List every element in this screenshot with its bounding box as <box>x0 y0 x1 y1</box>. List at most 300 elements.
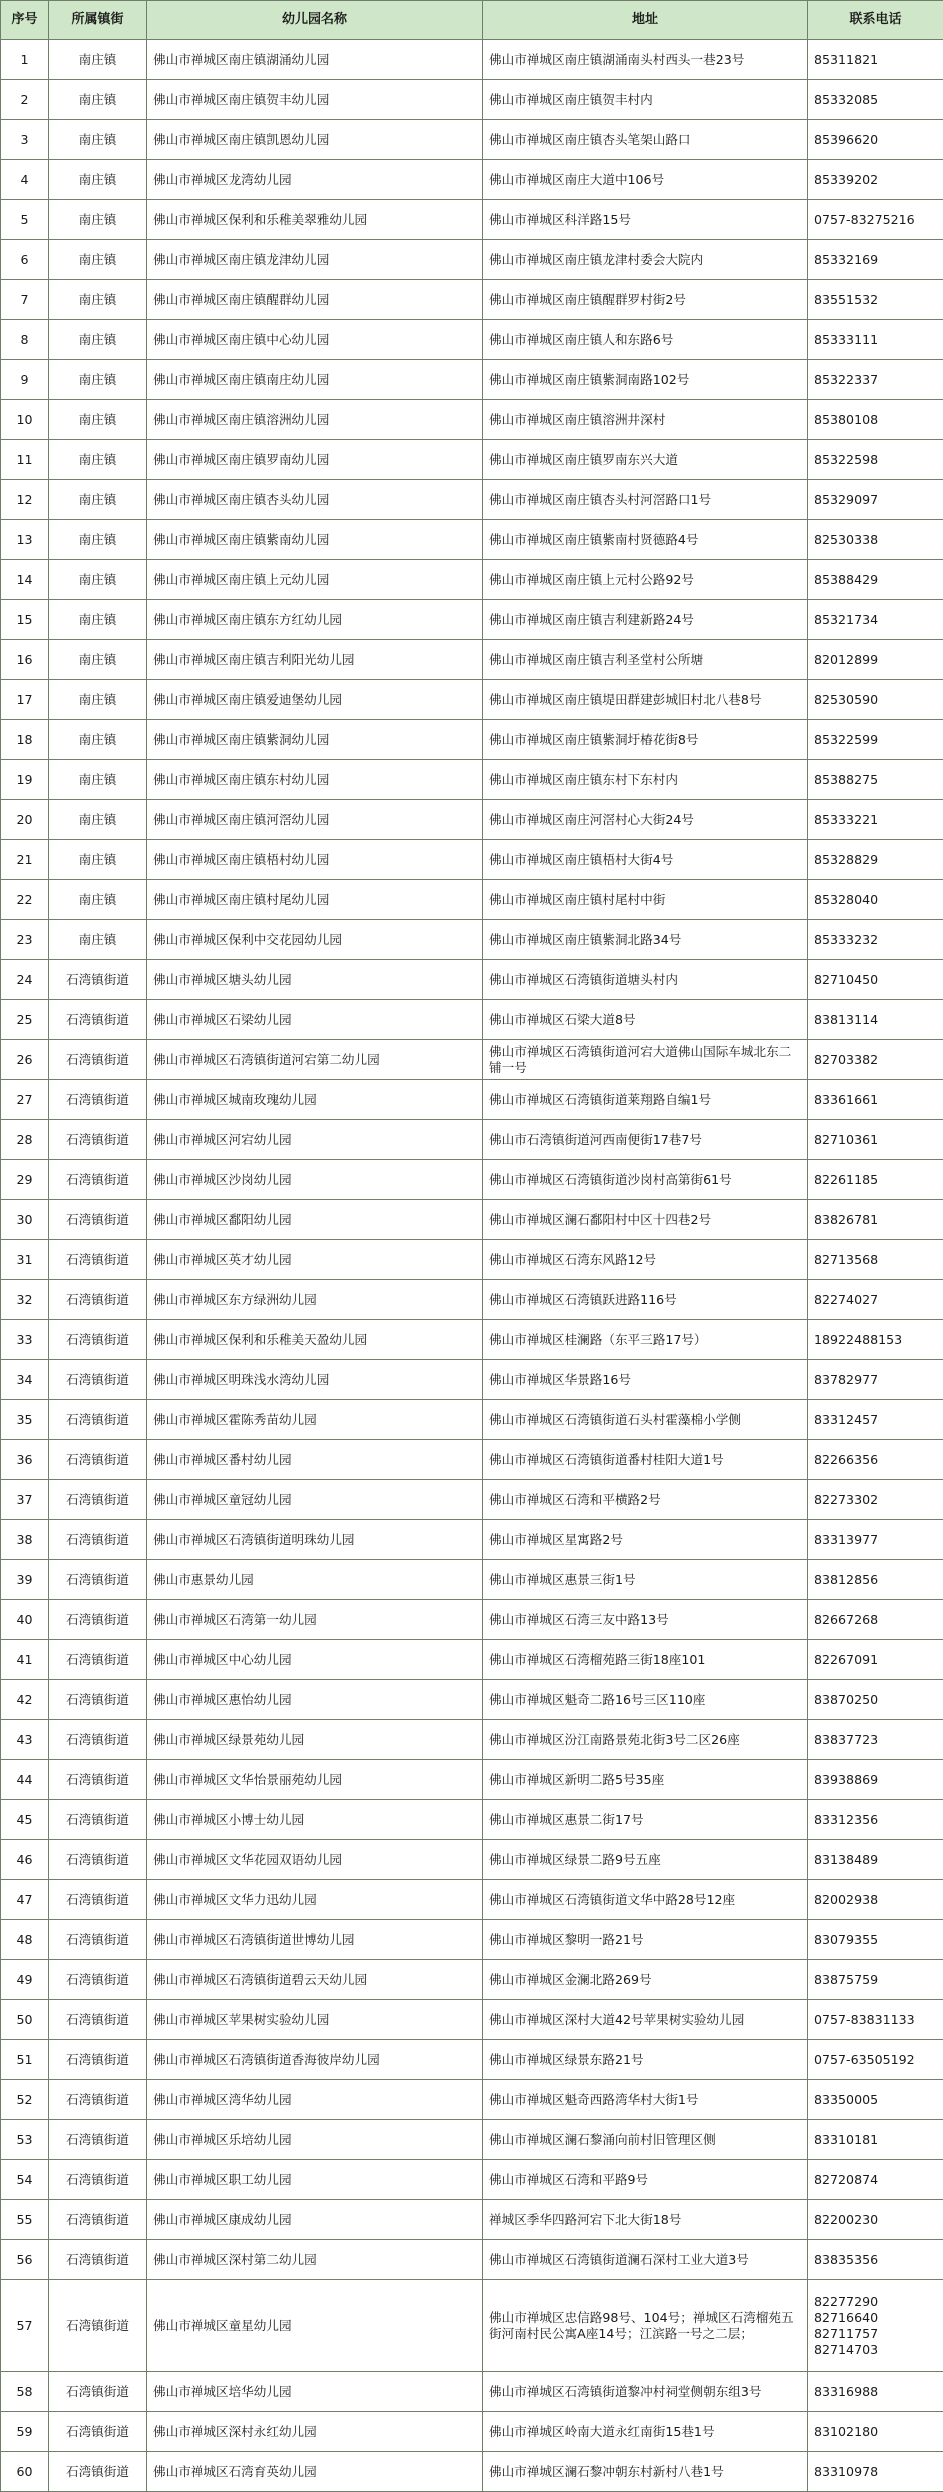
cell-town: 石湾镇街道 <box>49 1280 147 1320</box>
cell-town: 南庄镇 <box>49 440 147 480</box>
cell-town: 南庄镇 <box>49 280 147 320</box>
table-row <box>1 2372 943 2412</box>
table-row <box>1 240 943 280</box>
table-header <box>1 1 943 40</box>
cell-phone: 85329097 <box>808 480 943 520</box>
cell-address: 佛山市禅城区石湾三友中路13号 <box>483 1600 808 1640</box>
cell-phone: 85332169 <box>808 240 943 280</box>
cell-phone: 83350005 <box>808 2080 943 2120</box>
cell-no: 52 <box>1 2080 49 2120</box>
cell-address: 佛山市禅城区石湾镇街道黎冲村祠堂侧朝东组3号 <box>483 2372 808 2412</box>
cell-no: 29 <box>1 1160 49 1200</box>
cell-name: 佛山市禅城区文华力迅幼儿园 <box>147 1880 483 1920</box>
cell-name: 佛山市禅城区南庄镇河滘幼儿园 <box>147 800 483 840</box>
cell-phone: 83812856 <box>808 1560 943 1600</box>
cell-no: 28 <box>1 1120 49 1160</box>
cell-address: 佛山市禅城区魁奇二路16号三区110座 <box>483 1680 808 1720</box>
cell-address: 佛山市禅城区石湾镇街道石头村霍藻棉小学侧 <box>483 1400 808 1440</box>
table-row <box>1 400 943 440</box>
cell-address: 佛山市禅城区金澜北路269号 <box>483 1960 808 2000</box>
cell-no: 1 <box>1 40 49 80</box>
cell-town: 南庄镇 <box>49 680 147 720</box>
cell-phone: 85388429 <box>808 560 943 600</box>
cell-name: 佛山市禅城区石湾育英幼儿园 <box>147 2452 483 2492</box>
cell-name: 佛山市禅城区鄱阳幼儿园 <box>147 1200 483 1240</box>
cell-address: 佛山市禅城区南庄镇杏头笔架山路口 <box>483 120 808 160</box>
cell-name: 佛山市禅城区石湾镇街道世博幼儿园 <box>147 1920 483 1960</box>
cell-no: 27 <box>1 1080 49 1120</box>
cell-phone: 82713568 <box>808 1240 943 1280</box>
cell-no: 42 <box>1 1680 49 1720</box>
cell-name: 佛山市禅城区南庄镇爱迪堡幼儿园 <box>147 680 483 720</box>
cell-no: 16 <box>1 640 49 680</box>
cell-town: 石湾镇街道 <box>49 1080 147 1120</box>
cell-town: 石湾镇街道 <box>49 2000 147 2040</box>
cell-phone: 85380108 <box>808 400 943 440</box>
cell-name: 佛山市禅城区南庄镇梧村幼儿园 <box>147 840 483 880</box>
cell-no: 15 <box>1 600 49 640</box>
cell-address: 佛山市禅城区南庄镇罗南东兴大道 <box>483 440 808 480</box>
cell-town: 石湾镇街道 <box>49 2080 147 2120</box>
cell-town: 南庄镇 <box>49 760 147 800</box>
cell-phone: 83316988 <box>808 2372 943 2412</box>
cell-phone: 83079355 <box>808 1920 943 1960</box>
cell-address: 佛山市禅城区桂澜路（东平三路17号） <box>483 1320 808 1360</box>
cell-town: 石湾镇街道 <box>49 2412 147 2452</box>
cell-address: 佛山市禅城区魁奇西路湾华村大街1号 <box>483 2080 808 2120</box>
cell-name: 佛山市禅城区保利中交花园幼儿园 <box>147 920 483 960</box>
cell-phone: 82710450 <box>808 960 943 1000</box>
cell-phone: 82273302 <box>808 1480 943 1520</box>
cell-name: 佛山市禅城区番村幼儿园 <box>147 1440 483 1480</box>
cell-town: 南庄镇 <box>49 520 147 560</box>
cell-address: 佛山市禅城区石湾榴苑路三街18座101 <box>483 1640 808 1680</box>
cell-no: 12 <box>1 480 49 520</box>
cell-name: 佛山市禅城区石湾镇街道河宕第二幼儿园 <box>147 1040 483 1080</box>
cell-town: 南庄镇 <box>49 560 147 600</box>
cell-name: 佛山市禅城区南庄镇凯恩幼儿园 <box>147 120 483 160</box>
cell-phone: 83310978 <box>808 2452 943 2492</box>
cell-town: 石湾镇街道 <box>49 1120 147 1160</box>
table-row <box>1 1480 943 1520</box>
cell-name: 佛山市禅城区南庄镇紫南幼儿园 <box>147 520 483 560</box>
table-row <box>1 1240 943 1280</box>
table-row <box>1 1080 943 1120</box>
cell-address: 佛山市禅城区南庄镇吉利圣堂村公所塘 <box>483 640 808 680</box>
cell-no: 3 <box>1 120 49 160</box>
table-row <box>1 200 943 240</box>
cell-name: 佛山市禅城区培华幼儿园 <box>147 2372 483 2412</box>
cell-address: 佛山市禅城区石湾镇街道澜石深村工业大道3号 <box>483 2240 808 2280</box>
cell-address: 佛山市禅城区星寓路2号 <box>483 1520 808 1560</box>
table-row <box>1 2120 943 2160</box>
cell-phone: 83875759 <box>808 1960 943 2000</box>
cell-town: 南庄镇 <box>49 80 147 120</box>
cell-address: 佛山市禅城区澜石黎冲朝东村新村八巷1号 <box>483 2452 808 2492</box>
cell-phone: 82002938 <box>808 1880 943 1920</box>
cell-name: 佛山市禅城区苹果树实验幼儿园 <box>147 2000 483 2040</box>
cell-town: 南庄镇 <box>49 640 147 680</box>
cell-address: 佛山市禅城区南庄镇堤田群建彭城旧村北八巷8号 <box>483 680 808 720</box>
cell-name: 佛山市禅城区深村第二幼儿园 <box>147 2240 483 2280</box>
cell-name: 佛山市禅城区康成幼儿园 <box>147 2200 483 2240</box>
cell-phone: 83551532 <box>808 280 943 320</box>
cell-phone: 82266356 <box>808 1440 943 1480</box>
cell-town: 石湾镇街道 <box>49 1200 147 1240</box>
cell-name: 佛山市禅城区童星幼儿园 <box>147 2280 483 2372</box>
cell-town: 石湾镇街道 <box>49 2372 147 2412</box>
cell-town: 石湾镇街道 <box>49 2120 147 2160</box>
cell-no: 45 <box>1 1800 49 1840</box>
cell-name: 佛山市禅城区明珠浅水湾幼儿园 <box>147 1360 483 1400</box>
cell-town: 石湾镇街道 <box>49 1440 147 1480</box>
table-row <box>1 520 943 560</box>
table-row <box>1 600 943 640</box>
cell-town: 石湾镇街道 <box>49 1680 147 1720</box>
cell-address: 佛山市禅城区南庄镇吉利建新路24号 <box>483 600 808 640</box>
cell-name: 佛山市禅城区石梁幼儿园 <box>147 1000 483 1040</box>
cell-phone: 83138489 <box>808 1840 943 1880</box>
cell-name: 佛山市禅城区河宕幼儿园 <box>147 1120 483 1160</box>
cell-name: 佛山市禅城区南庄镇吉利阳光幼儿园 <box>147 640 483 680</box>
cell-no: 23 <box>1 920 49 960</box>
cell-name: 佛山市禅城区塘头幼儿园 <box>147 960 483 1000</box>
header-name: 幼儿园名称 <box>147 1 483 40</box>
cell-name: 佛山市惠景幼儿园 <box>147 1560 483 1600</box>
table-row <box>1 1200 943 1240</box>
cell-phone: 82261185 <box>808 1160 943 1200</box>
cell-phone: 85388275 <box>808 760 943 800</box>
table-row <box>1 1840 943 1880</box>
table-row <box>1 120 943 160</box>
cell-address: 佛山市禅城区惠景二街17号 <box>483 1800 808 1840</box>
cell-address: 佛山市禅城区绿景东路21号 <box>483 2040 808 2080</box>
table-row <box>1 1760 943 1800</box>
cell-no: 11 <box>1 440 49 480</box>
cell-town: 石湾镇街道 <box>49 2160 147 2200</box>
table-row <box>1 1920 943 1960</box>
cell-no: 48 <box>1 1920 49 1960</box>
cell-town: 南庄镇 <box>49 240 147 280</box>
cell-town: 南庄镇 <box>49 880 147 920</box>
cell-address: 佛山市禅城区石湾东风路12号 <box>483 1240 808 1280</box>
cell-address: 佛山市禅城区绿景二路9号五座 <box>483 1840 808 1880</box>
cell-name: 佛山市禅城区小博士幼儿园 <box>147 1800 483 1840</box>
cell-town: 南庄镇 <box>49 720 147 760</box>
cell-no: 10 <box>1 400 49 440</box>
cell-phone: 85328829 <box>808 840 943 880</box>
cell-phone: 83312457 <box>808 1400 943 1440</box>
cell-address: 佛山市禅城区南庄镇龙津村委会大院内 <box>483 240 808 280</box>
cell-town: 南庄镇 <box>49 400 147 440</box>
cell-name: 佛山市禅城区绿景苑幼儿园 <box>147 1720 483 1760</box>
cell-town: 石湾镇街道 <box>49 1520 147 1560</box>
table-row <box>1 1400 943 1440</box>
cell-phone: 85328040 <box>808 880 943 920</box>
cell-name: 佛山市禅城区南庄镇南庄幼儿园 <box>147 360 483 400</box>
cell-name: 佛山市禅城区保利和乐稚美天盈幼儿园 <box>147 1320 483 1360</box>
cell-phone: 0757-83275216 <box>808 200 943 240</box>
cell-town: 石湾镇街道 <box>49 1560 147 1600</box>
cell-phone: 83782977 <box>808 1360 943 1400</box>
cell-no: 54 <box>1 2160 49 2200</box>
cell-no: 49 <box>1 1960 49 2000</box>
cell-town: 南庄镇 <box>49 840 147 880</box>
cell-name: 佛山市禅城区保利和乐稚美翠雅幼儿园 <box>147 200 483 240</box>
cell-no: 44 <box>1 1760 49 1800</box>
cell-address: 佛山市禅城区南庄镇东村下东村内 <box>483 760 808 800</box>
table-row <box>1 2452 943 2492</box>
cell-no: 37 <box>1 1480 49 1520</box>
cell-phone: 85322598 <box>808 440 943 480</box>
cell-no: 26 <box>1 1040 49 1080</box>
cell-town: 石湾镇街道 <box>49 1480 147 1520</box>
table-row <box>1 1680 943 1720</box>
cell-no: 21 <box>1 840 49 880</box>
cell-name: 佛山市禅城区龙湾幼儿园 <box>147 160 483 200</box>
table-row <box>1 960 943 1000</box>
cell-phone: 82530590 <box>808 680 943 720</box>
cell-phone: 83102180 <box>808 2412 943 2452</box>
cell-town: 南庄镇 <box>49 920 147 960</box>
cell-town: 石湾镇街道 <box>49 1360 147 1400</box>
table-row <box>1 640 943 680</box>
cell-no: 6 <box>1 240 49 280</box>
cell-address: 佛山市禅城区黎明一路21号 <box>483 1920 808 1960</box>
cell-address: 佛山市禅城区汾江南路景苑北街3号二区26座 <box>483 1720 808 1760</box>
table-body <box>1 40 943 2492</box>
cell-no: 5 <box>1 200 49 240</box>
cell-name: 佛山市禅城区英才幼儿园 <box>147 1240 483 1280</box>
cell-no: 55 <box>1 2200 49 2240</box>
cell-phone: 83837723 <box>808 1720 943 1760</box>
table-row <box>1 2240 943 2280</box>
header-no: 序号 <box>1 1 49 40</box>
cell-no: 22 <box>1 880 49 920</box>
table-row <box>1 40 943 80</box>
cell-phone: 82267091 <box>808 1640 943 1680</box>
cell-name: 佛山市禅城区南庄镇湖涌幼儿园 <box>147 40 483 80</box>
cell-town: 南庄镇 <box>49 200 147 240</box>
cell-no: 46 <box>1 1840 49 1880</box>
cell-name: 佛山市禅城区霍陈秀苗幼儿园 <box>147 1400 483 1440</box>
cell-town: 石湾镇街道 <box>49 1320 147 1360</box>
table-row <box>1 680 943 720</box>
cell-no: 7 <box>1 280 49 320</box>
cell-address: 佛山市禅城区石湾镇街道番村桂阳大道1号 <box>483 1440 808 1480</box>
cell-address: 佛山市禅城区澜石鄱阳村中区十四巷2号 <box>483 1200 808 1240</box>
cell-town: 石湾镇街道 <box>49 1960 147 2000</box>
cell-address: 佛山市禅城区华景路16号 <box>483 1360 808 1400</box>
cell-phone: 85311821 <box>808 40 943 80</box>
cell-name: 佛山市禅城区石湾镇街道碧云天幼儿园 <box>147 1960 483 2000</box>
cell-town: 石湾镇街道 <box>49 1160 147 1200</box>
table-row <box>1 2280 943 2372</box>
cell-address: 佛山市禅城区忠信路98号、104号；禅城区石湾榴苑五街河南村民公寓A座14号；江滨路一号之二层； <box>483 2280 808 2372</box>
table-row <box>1 1880 943 1920</box>
cell-name: 佛山市禅城区职工幼儿园 <box>147 2160 483 2200</box>
table-row <box>1 1520 943 1560</box>
cell-address: 佛山市禅城区南庄镇溶洲井深村 <box>483 400 808 440</box>
cell-no: 50 <box>1 2000 49 2040</box>
cell-name: 佛山市禅城区文华怡景丽苑幼儿园 <box>147 1760 483 1800</box>
cell-no: 8 <box>1 320 49 360</box>
cell-name: 佛山市禅城区南庄镇上元幼儿园 <box>147 560 483 600</box>
cell-address: 佛山市禅城区惠景三街1号 <box>483 1560 808 1600</box>
cell-name: 佛山市禅城区童冠幼儿园 <box>147 1480 483 1520</box>
cell-name: 佛山市禅城区南庄镇紫洞幼儿园 <box>147 720 483 760</box>
cell-phone: 83312356 <box>808 1800 943 1840</box>
table-row <box>1 1320 943 1360</box>
cell-name: 佛山市禅城区石湾镇街道明珠幼儿园 <box>147 1520 483 1560</box>
cell-no: 34 <box>1 1360 49 1400</box>
cell-phone: 83310181 <box>808 2120 943 2160</box>
cell-town: 石湾镇街道 <box>49 2040 147 2080</box>
cell-phone: 82012899 <box>808 640 943 680</box>
table-row <box>1 720 943 760</box>
cell-no: 31 <box>1 1240 49 1280</box>
cell-address: 禅城区季华四路河宕下北大街18号 <box>483 2200 808 2240</box>
table-row <box>1 760 943 800</box>
cell-no: 33 <box>1 1320 49 1360</box>
cell-address: 佛山市禅城区南庄镇贺丰村内 <box>483 80 808 120</box>
table-row <box>1 1160 943 1200</box>
cell-name: 佛山市禅城区南庄镇溶洲幼儿园 <box>147 400 483 440</box>
header-town: 所属镇街 <box>49 1 147 40</box>
cell-name: 佛山市禅城区中心幼儿园 <box>147 1640 483 1680</box>
cell-no: 35 <box>1 1400 49 1440</box>
cell-town: 南庄镇 <box>49 480 147 520</box>
cell-phone: 82667268 <box>808 1600 943 1640</box>
cell-phone: 82703382 <box>808 1040 943 1080</box>
table-row <box>1 360 943 400</box>
cell-name: 佛山市禅城区乐培幼儿园 <box>147 2120 483 2160</box>
cell-phone: 18922488153 <box>808 1320 943 1360</box>
cell-address: 佛山市禅城区南庄大道中106号 <box>483 160 808 200</box>
header-phone: 联系电话 <box>808 1 943 40</box>
cell-address: 佛山市禅城区南庄镇紫洞北路34号 <box>483 920 808 960</box>
cell-no: 51 <box>1 2040 49 2080</box>
cell-no: 53 <box>1 2120 49 2160</box>
cell-name: 佛山市禅城区沙岗幼儿园 <box>147 1160 483 1200</box>
table-row <box>1 1120 943 1160</box>
cell-town: 石湾镇街道 <box>49 1040 147 1080</box>
cell-town: 石湾镇街道 <box>49 2200 147 2240</box>
cell-phone: 82710361 <box>808 1120 943 1160</box>
cell-no: 4 <box>1 160 49 200</box>
cell-no: 14 <box>1 560 49 600</box>
cell-address: 佛山市禅城区南庄镇紫南村贤德路4号 <box>483 520 808 560</box>
cell-name: 佛山市禅城区南庄镇东方红幼儿园 <box>147 600 483 640</box>
cell-address: 佛山市禅城区新明二路5号35座 <box>483 1760 808 1800</box>
cell-town: 石湾镇街道 <box>49 1600 147 1640</box>
cell-name: 佛山市禅城区石湾第一幼儿园 <box>147 1600 483 1640</box>
cell-name: 佛山市禅城区湾华幼儿园 <box>147 2080 483 2120</box>
table-row <box>1 1960 943 2000</box>
cell-address: 佛山市禅城区南庄镇湖涌南头村西头一巷23号 <box>483 40 808 80</box>
cell-name: 佛山市禅城区南庄镇贺丰幼儿园 <box>147 80 483 120</box>
cell-no: 40 <box>1 1600 49 1640</box>
cell-phone: 83826781 <box>808 1200 943 1240</box>
cell-town: 石湾镇街道 <box>49 1920 147 1960</box>
table-row <box>1 1040 943 1080</box>
cell-phone: 0757-63505192 <box>808 2040 943 2080</box>
cell-address: 佛山市禅城区南庄镇紫洞圩椿花街8号 <box>483 720 808 760</box>
cell-address: 佛山市禅城区石湾镇街道塘头村内 <box>483 960 808 1000</box>
cell-town: 石湾镇街道 <box>49 1400 147 1440</box>
cell-name: 佛山市禅城区南庄镇罗南幼儿园 <box>147 440 483 480</box>
table-row <box>1 320 943 360</box>
cell-no: 58 <box>1 2372 49 2412</box>
cell-no: 38 <box>1 1520 49 1560</box>
table-row <box>1 1560 943 1600</box>
cell-address: 佛山市禅城区岭南大道永红南街15巷1号 <box>483 2412 808 2452</box>
cell-address: 佛山市禅城区石梁大道8号 <box>483 1000 808 1040</box>
cell-address: 佛山市禅城区石湾和平路9号 <box>483 2160 808 2200</box>
cell-name: 佛山市禅城区城南玫瑰幼儿园 <box>147 1080 483 1120</box>
cell-name: 佛山市禅城区南庄镇东村幼儿园 <box>147 760 483 800</box>
cell-no: 20 <box>1 800 49 840</box>
cell-no: 13 <box>1 520 49 560</box>
table-row <box>1 2040 943 2080</box>
cell-address: 佛山市禅城区南庄镇紫洞南路102号 <box>483 360 808 400</box>
cell-phone: 85333221 <box>808 800 943 840</box>
cell-town: 南庄镇 <box>49 160 147 200</box>
cell-address: 佛山市禅城区科洋路15号 <box>483 200 808 240</box>
cell-town: 石湾镇街道 <box>49 1880 147 1920</box>
table-row <box>1 920 943 960</box>
cell-address: 佛山市禅城区南庄河滘村心大街24号 <box>483 800 808 840</box>
cell-no: 17 <box>1 680 49 720</box>
cell-name: 佛山市禅城区南庄镇龙津幼儿园 <box>147 240 483 280</box>
table-row <box>1 1360 943 1400</box>
table-row <box>1 2000 943 2040</box>
cell-name: 佛山市禅城区南庄镇杏头幼儿园 <box>147 480 483 520</box>
cell-town: 石湾镇街道 <box>49 2240 147 2280</box>
cell-no: 24 <box>1 960 49 1000</box>
header-row <box>1 1 943 40</box>
cell-address: 佛山市禅城区南庄镇村尾村中街 <box>483 880 808 920</box>
cell-phone: 85332085 <box>808 80 943 120</box>
table-row <box>1 2080 943 2120</box>
cell-no: 41 <box>1 1640 49 1680</box>
cell-address: 佛山市禅城区南庄镇醒群罗村街2号 <box>483 280 808 320</box>
table-row <box>1 160 943 200</box>
cell-no: 39 <box>1 1560 49 1600</box>
cell-phone: 82274027 <box>808 1280 943 1320</box>
header-address: 地址 <box>483 1 808 40</box>
table-row <box>1 1800 943 1840</box>
cell-phone: 85339202 <box>808 160 943 200</box>
cell-phone: 83938869 <box>808 1760 943 1800</box>
table-row <box>1 800 943 840</box>
cell-name: 佛山市禅城区东方绿洲幼儿园 <box>147 1280 483 1320</box>
table-row <box>1 480 943 520</box>
table-row <box>1 2412 943 2452</box>
cell-no: 57 <box>1 2280 49 2372</box>
cell-town: 石湾镇街道 <box>49 2452 147 2492</box>
cell-no: 56 <box>1 2240 49 2280</box>
table-row <box>1 1280 943 1320</box>
cell-address: 佛山市禅城区澜石黎涌向前村旧管理区侧 <box>483 2120 808 2160</box>
cell-town: 南庄镇 <box>49 320 147 360</box>
cell-phone: 82277290 82716640 82711757 82714703 <box>808 2280 943 2372</box>
cell-town: 石湾镇街道 <box>49 1840 147 1880</box>
cell-town: 石湾镇街道 <box>49 1240 147 1280</box>
cell-address: 佛山市禅城区南庄镇梧村大街4号 <box>483 840 808 880</box>
cell-town: 南庄镇 <box>49 360 147 400</box>
cell-no: 2 <box>1 80 49 120</box>
